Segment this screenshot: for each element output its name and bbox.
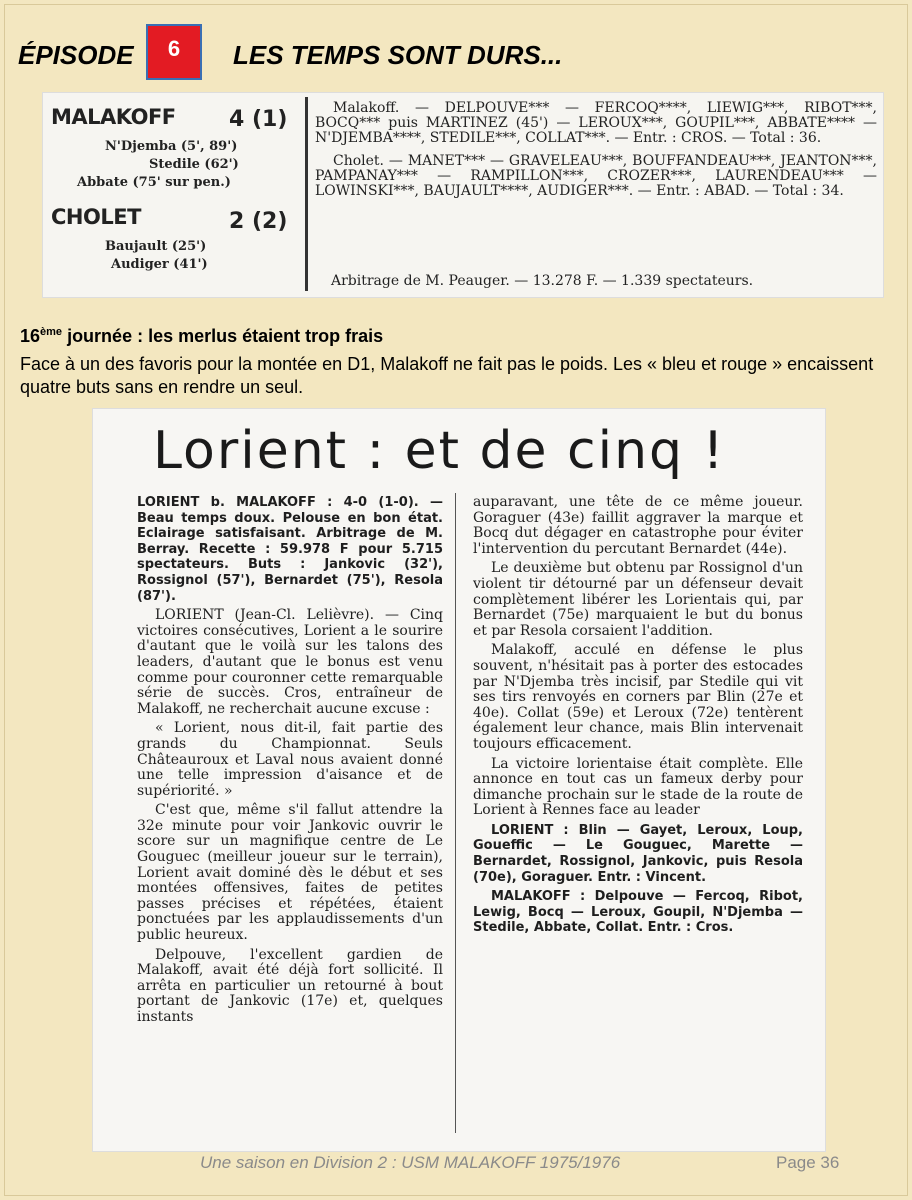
matchday-suffix: ème (40, 326, 63, 338)
home-lineup: Malakoff. — DELPOUVE*** — FERCOQ****, LIEWIG***, RIBOT***, BOCQ*** puis MARTINEZ (45') — LEROUX***, GOUPIL***, ABBATE**** — N'DJEMBA****, STEDILE***, COLLAT***. — Entr. : CROS. — Total : 36. (315, 100, 877, 146)
lineups (315, 101, 877, 207)
home-scorer: Abbate (75' sur pen.) (77, 175, 231, 190)
article-paragraph: La victoire lorientaise était complète. Elle annonce en tout cas un fameux derby pour dimanche prochain sur le stade de la route de Lorient à Rennes face au leader (473, 755, 803, 819)
matchday-heading (20, 326, 383, 347)
home-team-name: MALAKOFF (51, 105, 176, 129)
away-scorer: Baujault (25') (105, 239, 207, 254)
intro-text: Face à un des favoris pour la montée en D1, Malakoff ne fait pas le poids. Les « bleu et rouge » encaissent quatre buts sans en rendre un seul. (20, 354, 874, 397)
score-summary (43, 93, 305, 299)
footer-book-title: Une saison en Division 2 : USM MALAKOFF 1975/1976 (200, 1153, 621, 1172)
matchday-number: 16 (20, 326, 41, 346)
article-title: Lorient : et de cinq ! (153, 421, 726, 481)
episode-title: LES TEMPS SONT DURS... (233, 40, 563, 70)
away-team-score: 2 (2) (229, 209, 288, 234)
article-paragraph: C'est que, même s'il fallut attendre la 32e minute pour voir Jankovic ouvrir le score sur un magnifique centre de Le Gouguec (meilleur joueur sur le terrain), Lorient avait dominé dès le début et ses montées offensives, faites de petites passes précises et répétées, étaient ponctuées par les applaudissements d'un public heureux. (137, 802, 443, 944)
article-paragraph: Le deuxième but obtenu par Rossignol d'un violent tir détourné par un défenseur devait complètement libérer les Lorientais qui, par Bernardet (75e) marquaient le but du bonus et par Resola corsaient l'addition. (473, 560, 803, 639)
away-lineup: Cholet. — MANET*** — GRAVELEAU***, BOUFFANDEAU***, JEANTON***, PAMPANAY*** — RAMPILLON***, CROZER***, LAURENDEAU*** — LOWINSKI***, BAUJAULT****, AUDIGER***. — Entr. : ABAD. — Total : 34. (315, 153, 877, 199)
home-scorer: Stedile (62') (149, 157, 239, 172)
malakoff-lineup: MALAKOFF : Delpouve — Fercoq, Ribot, Lewig, Bocq — Leroux, Goupil, N'Djemba — Stedile, Abbate, Collat. Entr. : Cros. (473, 889, 803, 936)
article-paragraph: Malakoff, acculé en défense le plus souvent, n'hésitait pas à porter des estocades par N'Djemba très incisif, par Stedile qui vit ses tirs renvoyés en corners par Blin (27e et 40e). Collat (59e) et Leroux (72e) tentèrent également leur chance, mais Blin intervenait toujours efficacement. (473, 642, 803, 752)
article-paragraph: « Lorient, nous dit-il, fait partie des grands du Championnat. Seuls Châteauroux et Laval nous avaient donné une telle impression d'aisance et de supériorité. » (137, 720, 443, 799)
matchday-title: journée : les merlus étaient trop frais (62, 326, 384, 346)
home-team-score: 4 (1) (229, 107, 288, 132)
article-paragraph: Delpouve, l'excellent gardien de Malakoff, avait été déjà fort sollicité. Il arrêta en particulier un retourné à bout portant de Jankovic (17e) et, quelques instants (137, 946, 443, 1025)
score-clipping (42, 92, 884, 298)
away-scorer: Audiger (41') (111, 257, 208, 272)
newspaper-article (92, 408, 826, 1152)
episode-label: ÉPISODE (18, 40, 134, 70)
episode-header (18, 24, 898, 82)
article-paragraph: auparavant, une tête de ce même joueur. Goraguer (43e) faillit aggraver la marque et Bocq dut dégager en catastrophe pour éviter l'intervention du percutant Bernardet (44e). (473, 494, 803, 557)
referee-info: Arbitrage de M. Peauger. — 13.278 F. — 1.339 spectateurs. (331, 273, 754, 289)
away-team-name: CHOLET (51, 205, 141, 229)
footer-page-number: Page 36 (776, 1153, 840, 1172)
column-divider (305, 97, 308, 291)
episode-number-badge: 6 (146, 24, 202, 80)
article-column-right (473, 495, 803, 940)
article-column-left (137, 495, 443, 1030)
home-scorer: N'Djemba (5', 89') (105, 139, 238, 154)
lorient-lineup: LORIENT : Blin — Gayet, Leroux, Loup, Goueffic — Le Gouguec, Marette — Bernardet, Rossignol, Jankovic, puis Resola (70e), Goraguer. Entr. : Vincent. (473, 822, 803, 885)
article-paragraph: LORIENT (Jean-Cl. Lelièvre). — Cinq victoires consécutives, Lorient a le sourire d'autant que le voilà sur les talons des leaders, d'autant que le bonus est venu comme pour couronner cette remarquable série de succès. Cros, entraîneur de Malakoff, ne recherchait aucune excuse : (137, 607, 443, 717)
column-divider (455, 493, 456, 1133)
match-summary: LORIENT b. MALAKOFF : 4-0 (1-0). — Beau temps doux. Pelouse en bon état. Eclairage satisfaisant. Arbitrage de M. Berray. Recette : 59.978 F pour 5.715 spectateurs. Buts : Jankovic (32'), Rossignol (57'), Bernardet (75'), Resola (87'). (137, 495, 443, 604)
